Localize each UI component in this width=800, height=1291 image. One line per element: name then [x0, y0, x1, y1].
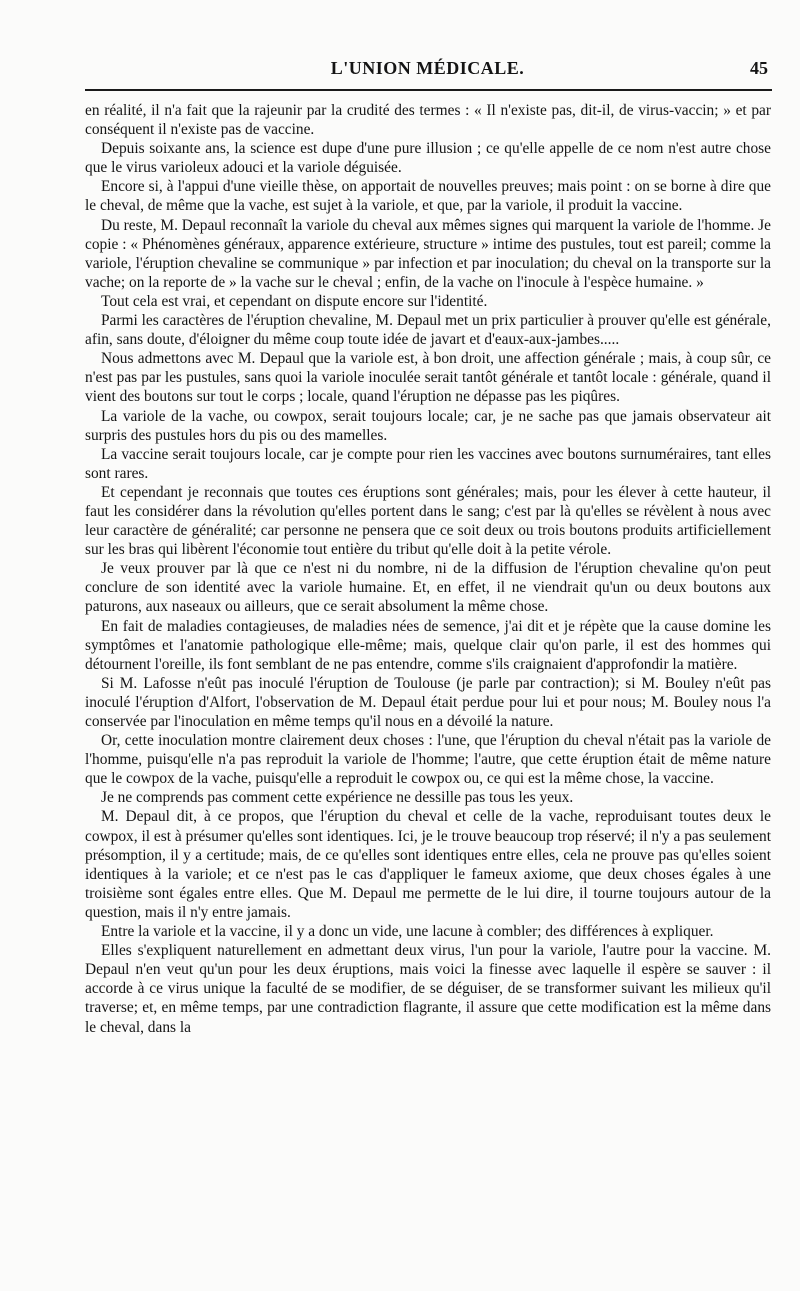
paragraph: Or, cette inoculation montre clairement deux choses : l'une, que l'éruption du cheval n'était pas la variole de l'homme, puisqu'elle n'a pas reproduit la variole de l'homme; l'autre, que cette éruption était de même nature que le cowpox de la vache, puisqu'elle a reproduit le cowpox ou, ce qui est la même chose, la vaccine.: [85, 732, 771, 788]
paragraph: Du reste, M. Depaul reconnaît la variole du cheval aux mêmes signes qui marquent la variole de l'homme. Je copie : « Phénomènes généraux, apparence extérieure, structure » intime des pustules, tout est pareil; comme la variole, l'éruption chevaline se communique » par infection et par inoculation; du cheval on la transporte sur la vache; on la reporte de » la vache sur le cheval ; enfin, de la vache on l'inocule à l'espèce humaine. »: [85, 216, 771, 291]
paragraph: M. Depaul dit, à ce propos, que l'éruption du cheval et celle de la vache, reproduisant toutes deux le cowpox, il est à présumer qu'elles sont identiques. Ici, je le trouve beaucoup trop réservé; il n'y a pas seulement présomption, il y a certitude; mais, de ce qu'elles sont identiques entre elles, cela ne prouve pas qu'elles soient identiques à la variole; et ce n'est pas le cas d'appliquer le fameux axiome, que deux choses égales à une troisième sont égales entre elles. Que M. Depaul me permette de le lui dire, il tourne toujours autour de la question, mais il n'y entre jamais.: [85, 808, 771, 921]
paragraph: Je ne comprends pas comment cette expérience ne dessille pas tous les yeux.: [101, 789, 574, 807]
paragraph: En fait de maladies contagieuses, de maladies nées de semence, j'ai dit et je répète que la cause domine les symptômes et l'anatomie pathologique elle-même; mais, quelque clair qu'on parle, il est des hommes qui détournent l'oreille, ils font semblant de ne pas entendre, comme s'ils craignaient d'approfondir la matière.: [85, 617, 771, 673]
header-rule: [85, 89, 772, 91]
paragraph: La variole de la vache, ou cowpox, serait toujours locale; car, je ne sache pas que jamais observateur ait surpris des pustules hors du pis ou des mamelles.: [85, 407, 771, 444]
paragraph: Et cependant je reconnais que toutes ces éruptions sont générales; mais, pour les élever à cette hauteur, il faut les considérer dans la révolution qu'elles portent dans le sang; c'est par là qu'elles se révèlent à nous avec leur caractère de généralité; car personne ne pensera que ce soit deux ou trois boutons produits artificiellement sur les bras qui libèrent l'économie tout entière du tribut qu'elle doit à la petite vérole.: [85, 483, 771, 559]
article-body: [85, 101, 771, 1037]
paragraph: Elles s'expliquent naturellement en admettant deux virus, l'un pour la variole, l'autre pour la vaccine. M. Depaul n'en veut qu'un pour les deux éruptions, mais voici la finesse avec laquelle il espère se sauver : il accorde à ce virus unique la faculté de se modifier, de se déguiser, de se transformer suivant les milieux qu'il traverse; et, en même temps, par une contradiction flagrante, il assure que cette modification est la même dans le cheval, dans la: [85, 942, 771, 1036]
paragraph: en réalité, il n'a fait que la rajeunir par la crudité des termes : « Il n'existe pas, dit-il, de virus-vaccin; » et par conséquent il n'existe pas de vaccine.: [85, 102, 771, 139]
paragraph: Si M. Lafosse n'eût pas inoculé l'éruption de Toulouse (je parle par contraction); si M. Bouley n'eût pas inoculé l'éruption d'Alfort, l'observation de M. Depaul était perdue pour lui et pour nous; M. Bouley nous l'a conservée par l'inoculation en même temps qu'il nous en a dévoilé la nature.: [85, 674, 771, 730]
paragraph: Encore si, à l'appui d'une vieille thèse, on apportait de nouvelles preuves; mais point : on se borne à dire que le cheval, de même que la vache, est sujet à la variole, et que, par la variole, il produit la vaccine.: [85, 178, 771, 215]
paragraph: Tout cela est vrai, et cependant on dispute encore sur l'identité.: [101, 292, 488, 310]
page-number: 45: [750, 58, 768, 78]
paragraph: Je veux prouver par là que ce n'est ni du nombre, ni de la diffusion de l'éruption chevaline qu'on peut conclure de son identité avec la variole humaine. Et, en effet, il ne viendrait qu'un ou deux boutons aux paturons, aux naseaux ou ailleurs, que ce serait absolument la même chose.: [85, 560, 771, 616]
paragraph: Depuis soixante ans, la science est dupe d'une pure illusion ; ce qu'elle appelle de ce nom n'est autre chose que le virus varioleux adouci et la variole déguisée.: [85, 140, 771, 177]
paragraph: Entre la variole et la vaccine, il y a donc un vide, une lacune à combler; des différences à expliquer.: [101, 923, 714, 941]
paragraph: Nous admettons avec M. Depaul que la variole est, à bon droit, une affection générale ; mais, à coup sûr, ce n'est pas par les pustules, sans quoi la variole inoculée serait tantôt générale et tantôt locale : générale, quand il vient des boutons sur tout le corps ; locale, quand l'éruption ne dépasse pas les piqûres.: [85, 350, 771, 406]
paragraph: La vaccine serait toujours locale, car je compte pour rien les vaccines avec boutons surnuméraires, tant elles sont rares.: [85, 445, 771, 482]
running-title: L'UNION MÉDICALE.: [330, 58, 525, 78]
page-header: [85, 58, 770, 86]
paragraph: Parmi les caractères de l'éruption chevaline, M. Depaul met un prix particulier à prouver qu'elle est générale, afin, sans doute, d'éloigner du même coup toute idée de javart et d'eaux-aux-jambes.....: [85, 312, 771, 349]
